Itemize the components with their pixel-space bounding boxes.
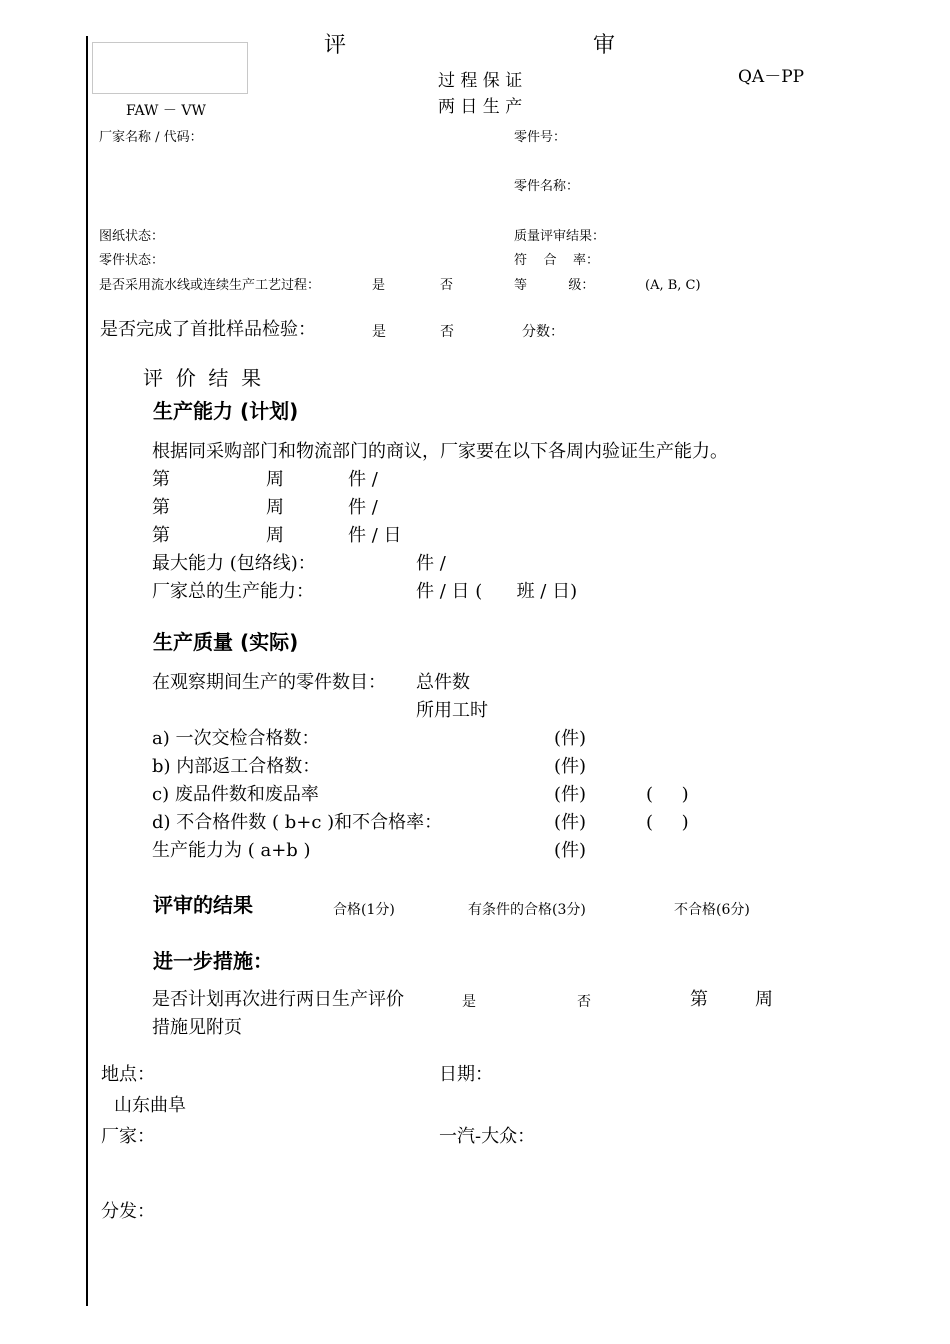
quality-row-d-unit: (件) bbox=[554, 812, 587, 833]
review-option-fail: 不合格(6分) bbox=[674, 902, 750, 918]
title-char-left: 评 bbox=[324, 33, 347, 58]
part-name-label: 零件名称： bbox=[514, 179, 580, 194]
observed-parts-label: 在观察期间生产的零件数目： bbox=[152, 672, 386, 693]
quality-row-a-unit: (件) bbox=[554, 728, 587, 749]
quality-row-a-label: a) 一次交检合格数： bbox=[152, 728, 320, 749]
week-1-label: 周 bbox=[266, 469, 284, 490]
quality-row-c-label: c) 废品件数和废品率 bbox=[152, 784, 319, 805]
quality-row-d-rate: ( ) bbox=[646, 812, 689, 833]
week-2-prefix: 第 bbox=[152, 497, 170, 518]
first-sample-no-option: 否 bbox=[440, 324, 454, 340]
quality-result-label: 质量评审结果： bbox=[514, 229, 606, 244]
measures-appendix-note: 措施见附页 bbox=[152, 1017, 242, 1038]
quality-row-b-unit: (件) bbox=[554, 756, 587, 777]
re-evaluation-question: 是否计划再次进行两日生产评价 bbox=[152, 989, 404, 1010]
left-border-line bbox=[86, 36, 88, 1306]
measures-heading: 进一步措施： bbox=[153, 949, 273, 973]
quality-row-d-label: d) 不合格件数 ( b+c )和不合格率： bbox=[152, 812, 443, 833]
assembly-line-question: 是否采用流水线或连续生产工艺过程： bbox=[99, 278, 321, 293]
quality-row-capacity-label: 生产能力为 ( a+b ) bbox=[152, 840, 311, 861]
company-name: FAW － VW bbox=[126, 103, 206, 119]
supplier-signature-label: 厂家： bbox=[101, 1126, 155, 1147]
process-title: 过 程 保 证 bbox=[438, 71, 523, 91]
location-value: 山东曲阜 bbox=[114, 1095, 186, 1116]
part-status-label: 零件状态： bbox=[99, 253, 165, 268]
quality-row-capacity-unit: (件) bbox=[554, 840, 587, 861]
two-day-production-title: 两 日 生 产 bbox=[438, 97, 523, 117]
score-label: 分数： bbox=[522, 324, 564, 340]
week-2-unit: 件 / bbox=[348, 497, 378, 518]
week-3-unit: 件 / 日 bbox=[348, 525, 402, 546]
capacity-intro: 根据同采购部门和物流部门的商议，厂家要在以下各周内验证生产能力。 bbox=[152, 441, 728, 462]
quality-row-c-unit: (件) bbox=[554, 784, 587, 805]
hours-used-label: 所用工时 bbox=[416, 700, 488, 721]
total-parts-label: 总件数 bbox=[416, 672, 470, 693]
capacity-heading: 生产能力 (计划) bbox=[153, 399, 299, 423]
review-option-conditional: 有条件的合格(3分) bbox=[468, 902, 586, 918]
re-evaluation-week-suffix: 周 bbox=[755, 989, 773, 1010]
date-label: 日期： bbox=[439, 1064, 493, 1085]
title-char-right: 审 bbox=[593, 33, 616, 58]
week-3-prefix: 第 bbox=[152, 525, 170, 546]
distribution-label: 分发： bbox=[101, 1201, 155, 1222]
grade-options: (A, B, C) bbox=[645, 278, 701, 293]
week-1-unit: 件 / bbox=[348, 469, 378, 490]
assembly-yes-option: 是 bbox=[372, 278, 386, 293]
review-heading: 评审的结果 bbox=[153, 893, 253, 917]
total-capacity-label: 厂家总的生产能力： bbox=[152, 581, 314, 602]
conformity-label: 符 合 率： bbox=[514, 253, 600, 268]
week-1-prefix: 第 bbox=[152, 469, 170, 490]
max-capacity-label: 最大能力 (包络线)： bbox=[152, 553, 316, 574]
quality-row-b-label: b) 内部返工合格数： bbox=[152, 756, 321, 777]
quality-row-c-rate: ( ) bbox=[646, 784, 689, 805]
re-evaluation-no-option: 否 bbox=[577, 994, 591, 1010]
doc-code: QA－PP bbox=[738, 67, 805, 87]
week-3-label: 周 bbox=[266, 525, 284, 546]
first-sample-yes-option: 是 bbox=[372, 324, 386, 340]
max-capacity-unit: 件 / bbox=[416, 553, 446, 574]
grade-label: 等 级： bbox=[514, 278, 595, 293]
faw-vw-signature-label: 一汽-大众： bbox=[439, 1126, 536, 1147]
part-no-label: 零件号： bbox=[514, 130, 567, 145]
assembly-no-option: 否 bbox=[440, 278, 454, 293]
quality-heading: 生产质量 (实际) bbox=[153, 630, 299, 654]
first-sample-question: 是否完成了首批样品检验： bbox=[100, 319, 316, 340]
evaluation-heading: 评 价 结 果 bbox=[143, 366, 262, 390]
week-2-label: 周 bbox=[266, 497, 284, 518]
review-option-pass: 合格(1分) bbox=[333, 902, 395, 918]
drawing-status-label: 图纸状态： bbox=[99, 229, 165, 244]
total-capacity-unit: 件 / 日 ( 班 / 日) bbox=[416, 581, 578, 602]
re-evaluation-yes-option: 是 bbox=[462, 994, 476, 1010]
logo-placeholder bbox=[92, 42, 248, 94]
re-evaluation-week-prefix: 第 bbox=[690, 989, 708, 1010]
location-label: 地点： bbox=[101, 1064, 155, 1085]
supplier-label: 厂家名称 / 代码： bbox=[99, 130, 203, 145]
